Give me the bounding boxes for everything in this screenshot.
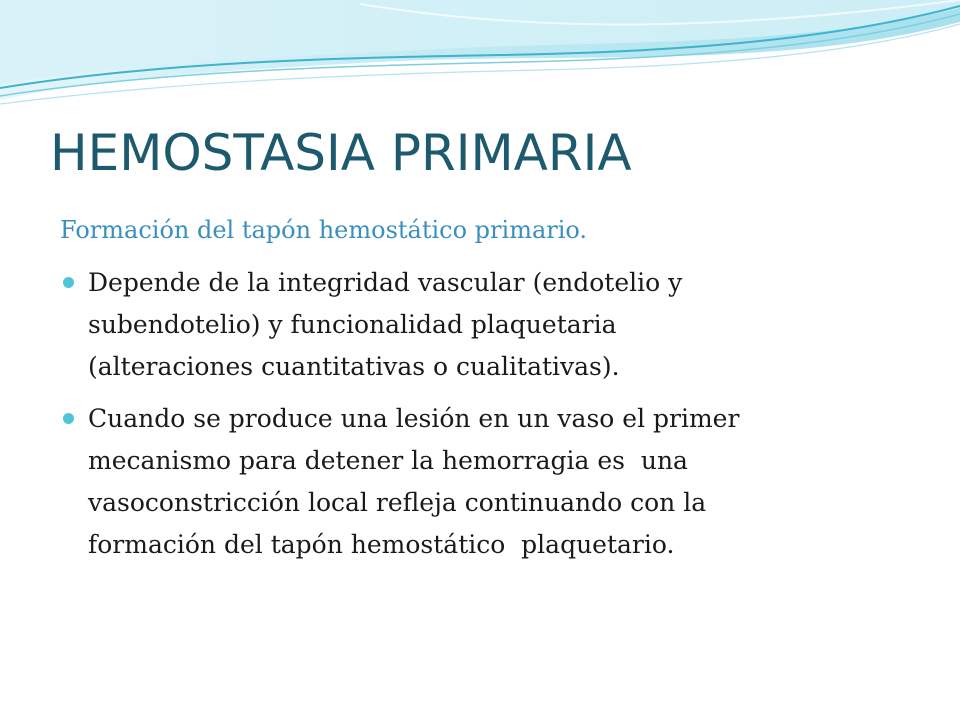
bullet-item xyxy=(0,262,828,388)
slide-subtitle: Formación del tapón hemostático primario. xyxy=(60,216,588,244)
bullet-text-line: Depende de la integridad vascular (endotelio y xyxy=(88,268,683,297)
bullet-text-line: subendotelio) y funcionalidad plaquetaria xyxy=(88,310,617,339)
bullet-list xyxy=(0,262,960,576)
wave-header-decoration xyxy=(0,0,960,110)
bullet-text-line: mecanismo para detener la hemorragia es una xyxy=(88,446,688,475)
bullet-dot-icon xyxy=(63,277,74,288)
bullet-text-line: (alteraciones cuantitativas o cualitativas). xyxy=(88,352,620,381)
bullet-text-line: vasoconstricción local refleja continuando con la xyxy=(88,488,707,517)
bullet-item xyxy=(0,398,828,566)
bullet-dot-icon xyxy=(63,413,74,424)
bullet-text-line: Cuando se produce una lesión en un vaso el primer xyxy=(88,404,740,433)
slide-title: HEMOSTASIA PRIMARIA xyxy=(50,124,632,182)
bullet-text-line: formación del tapón hemostático plaquetario. xyxy=(88,530,675,559)
